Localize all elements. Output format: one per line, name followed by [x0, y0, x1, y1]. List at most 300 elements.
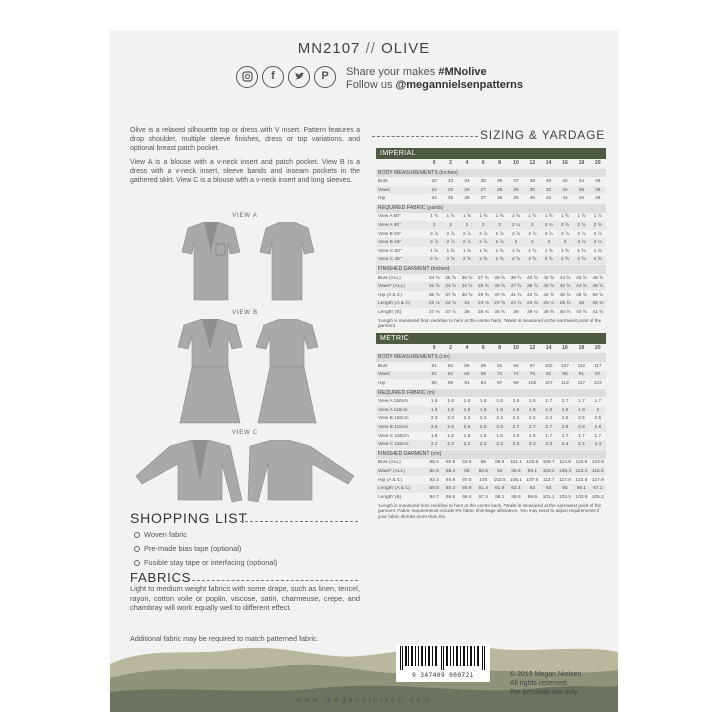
table-cell: 2 — [432, 222, 436, 228]
table-cell: 1 ⅝ — [479, 248, 488, 254]
table-cell: 38 ⅝ — [494, 275, 505, 281]
facebook-icon[interactable]: f — [262, 66, 284, 88]
table-cell: 1.7 — [545, 399, 553, 405]
table-cell: 38 — [464, 309, 470, 315]
table-cell: 2 ⅞ — [495, 240, 504, 246]
table-cell: 2.8 — [561, 425, 569, 431]
table-cell: 95.6 — [445, 494, 456, 500]
table-cell: 29 — [513, 187, 519, 193]
table-cell: 37 ⅞ — [445, 309, 456, 315]
table-cell: 24 ⅞ — [510, 301, 522, 307]
table-cell: 97.3 — [478, 494, 488, 500]
table-cell: 1.7 — [594, 399, 602, 405]
table-cell: 46 — [595, 178, 601, 184]
table-cell: 94 — [480, 381, 486, 387]
row-label: Waist* (ALL) — [378, 284, 405, 290]
table-cell: 99 — [513, 381, 519, 387]
size-header: 20 — [594, 345, 601, 352]
checkbox-icon — [134, 532, 140, 538]
fabrics-divider — [192, 580, 358, 581]
table-cell: 2.5 — [594, 416, 602, 422]
table-cell: 36 — [578, 187, 585, 193]
row-label: Hip — [378, 381, 386, 387]
size-header: 2 — [449, 160, 452, 167]
table-cell: 44 — [578, 178, 585, 184]
table-cell: 1.6 — [512, 399, 520, 405]
table-cell: 1 ⅝ — [528, 248, 537, 254]
size-header: 12 — [529, 345, 536, 352]
pattern-envelope-back — [110, 30, 618, 712]
table-cell: 105.2 — [591, 494, 604, 500]
table-cell: 1.9 — [561, 407, 569, 413]
table-cell: 2 ⅞ — [577, 231, 586, 237]
table-cell: 2 ⅞ — [511, 231, 520, 237]
table-cell: 38 ⅝ — [527, 284, 538, 290]
imperial-fabric-heading: REQUIRED FABRIC (yards) — [376, 204, 606, 213]
intro-paragraph-2: View A is a blouse with a v-neck insert and patch pocket. View B is a dress with a v-neck insert, sleeve bands and inseam pockets in the gathered skirt. View C is a blouse with a v-neck insert and long sleeves. — [130, 158, 360, 185]
row-label: View C 45" — [378, 257, 402, 263]
row-label: Length' (A & C) — [378, 301, 411, 307]
table-cell: 1 ⅝ — [511, 248, 520, 254]
instagram-icon[interactable] — [236, 66, 258, 88]
imperial-fabric-row — [376, 213, 606, 222]
table-cell: 127.9 — [591, 477, 604, 483]
imperial-finished-row — [376, 308, 606, 317]
size-header: 18 — [578, 345, 585, 352]
table-cell: 112 — [577, 363, 586, 369]
table-cell: 2.6 — [496, 425, 503, 431]
table-cell: 113.4 — [575, 468, 588, 474]
table-cell: 122.9 — [575, 477, 588, 483]
table-cell: 3 ⅛ — [593, 240, 602, 246]
table-cell: 46 ⅝ — [576, 275, 587, 281]
table-cell: 1.6 — [529, 399, 536, 405]
copyright-line-2: All rights reserved. — [510, 680, 568, 687]
table-cell: 92.4 — [429, 477, 439, 483]
table-cell: 2 — [449, 222, 452, 228]
table-cell: 40 ⅝ — [527, 275, 538, 281]
pattern-code: MN2107 — [297, 40, 361, 57]
table-cell: 24 ⅝ — [494, 301, 505, 307]
table-cell: 2.6 — [430, 425, 438, 431]
table-cell: 3 ⅛ — [577, 240, 586, 246]
table-cell: 2.4 — [512, 416, 520, 422]
table-cell: 34 ⅝ — [428, 275, 440, 281]
table-cell: 2 ⅞ — [593, 231, 602, 237]
table-cell: 1 ⅝ — [446, 214, 455, 220]
row-label: View A 45" — [378, 222, 401, 228]
table-cell: 2.2 — [463, 442, 471, 448]
table-cell: 37 ⅝ — [477, 275, 489, 281]
table-cell: 2.4 — [529, 416, 536, 422]
table-cell: 40 — [546, 178, 552, 184]
row-label: View A 150cm — [378, 399, 409, 405]
table-cell: 1.6 — [512, 433, 520, 439]
table-cell: 98.5 — [494, 460, 505, 466]
table-cell: 67.1 — [593, 486, 603, 492]
table-cell: 1 ⅝ — [430, 248, 439, 254]
table-cell: 103.2 — [542, 468, 555, 474]
table-cell: 2.5 — [578, 416, 585, 422]
table-cell: 2.4 — [594, 442, 602, 448]
imperial-band: IMPERIAL — [376, 148, 606, 159]
table-cell: 108.7 — [542, 460, 555, 466]
table-cell: 2 ⅝ — [462, 257, 471, 263]
table-cell: 97 — [529, 363, 535, 369]
table-cell: 1.6 — [479, 433, 487, 439]
row-label: Waist* (ALL) — [378, 468, 405, 474]
shopping-item-1: Woven fabric — [134, 530, 187, 539]
table-cell: 36 — [464, 196, 470, 202]
table-cell: 28 — [496, 187, 503, 193]
table-cell: 91 — [578, 372, 585, 378]
size-header: 10 — [513, 160, 519, 167]
table-cell: 34 — [464, 178, 470, 184]
table-cell: 1.6 — [496, 399, 503, 405]
table-cell: 2 ⅞ — [479, 240, 488, 246]
metric-finished-row — [376, 476, 606, 485]
metric-finished-heading: FINISHED GARMENT (cm) — [376, 450, 606, 459]
table-cell: 117 — [593, 363, 602, 369]
table-cell: 36 — [496, 178, 503, 184]
table-cell: 1 ⅝ — [495, 248, 504, 254]
checkbox-icon — [134, 546, 140, 552]
table-cell: 86 — [562, 372, 568, 378]
metric-fabric-row — [376, 406, 606, 415]
table-cell: 2.4 — [578, 442, 585, 448]
table-cell: 122 — [593, 381, 602, 387]
size-header: 12 — [529, 160, 536, 167]
imperial-finished-row — [376, 291, 606, 300]
table-cell: 1.9 — [545, 407, 553, 413]
copyright — [510, 670, 610, 697]
table-cell: 100 — [479, 477, 488, 483]
row-label: View B 115cm — [378, 425, 409, 431]
size-header: 4 — [465, 160, 469, 167]
size-header: 8 — [498, 160, 502, 167]
row-label: Length' (B) — [378, 494, 402, 500]
table-cell: 25 ⅛ — [543, 301, 555, 307]
table-cell: 61.4 — [478, 486, 488, 492]
table-cell: 1.6 — [479, 399, 487, 405]
table-cell: 37 — [513, 178, 519, 184]
table-cell: 113.8 — [559, 460, 571, 466]
table-cell: 61.9 — [494, 486, 505, 492]
footer-url[interactable]: www.megannielsen.com — [295, 695, 433, 704]
imperial-finished-row — [376, 274, 606, 283]
table-cell: 2.9 — [578, 425, 585, 431]
table-cell: 1.8 — [479, 407, 487, 413]
table-cell: 90.5 — [478, 468, 488, 474]
table-cell: 38 — [496, 196, 503, 202]
metric-body-row — [376, 371, 606, 380]
table-cell: 94.7 — [429, 494, 439, 500]
metric-sizes-row — [376, 344, 606, 353]
social-block — [236, 66, 618, 96]
table-cell: 1.6 — [447, 433, 454, 439]
table-cell: 40 ⅝ — [543, 284, 555, 290]
row-label: View C 60" — [378, 248, 402, 254]
imperial-fabric-row — [376, 247, 606, 256]
row-label: Bust — [378, 178, 388, 184]
table-cell: 1.8 — [496, 407, 503, 413]
twitter-icon[interactable] — [288, 66, 310, 88]
size-header: 14 — [545, 345, 552, 352]
table-cell: 42 ⅝ — [559, 284, 571, 290]
table-cell: 2.7 — [545, 425, 553, 431]
table-cell: 42 ⅝ — [527, 292, 538, 298]
table-cell: 38 — [529, 178, 535, 184]
table-cell: 88 — [464, 468, 470, 474]
table-cell: 1.6 — [463, 433, 471, 439]
table-cell: 1.7 — [561, 399, 569, 405]
row-label: View A 60" — [378, 214, 401, 220]
table-cell: 2 ⅝ — [511, 257, 520, 263]
imperial-sizes-row — [376, 159, 606, 168]
table-cell: 1 ⅝ — [544, 214, 553, 220]
table-cell: 81 — [546, 372, 552, 378]
row-label: Hip — [378, 196, 386, 202]
copyright-line-3: For personal use only. — [510, 689, 579, 696]
view-c-label: VIEW C — [231, 430, 259, 436]
imperial-body-row — [376, 194, 606, 203]
size-header: 10 — [513, 345, 519, 352]
table-cell: 123.9 — [591, 460, 604, 466]
table-cell: 2.2 — [447, 442, 454, 448]
table-cell: 98.1 — [494, 494, 505, 500]
table-cell: 66 — [464, 372, 470, 378]
table-cell: 98.1 — [527, 468, 537, 474]
fabrics-heading: FABRICS — [130, 570, 192, 585]
table-cell: 26 ⅜ — [592, 301, 604, 307]
row-label: Bust (ALL) — [378, 460, 401, 466]
imperial-finished-row — [376, 282, 606, 291]
table-cell: 2 ⅞ — [544, 231, 553, 237]
table-cell: 2 ⅝ — [561, 222, 570, 228]
imperial-finished-row — [376, 300, 606, 309]
table-cell: 1.7 — [594, 433, 602, 439]
size-header: 0 — [432, 345, 436, 352]
share-prefix: Share your makes — [346, 66, 439, 78]
table-cell: 3 — [531, 240, 534, 246]
table-cell: 2 ⅝ — [479, 257, 488, 263]
row-label: View C 150cm — [378, 433, 409, 439]
table-cell: 2 — [498, 222, 501, 228]
table-cell: 35 — [447, 196, 454, 202]
table-cell: 1.6 — [496, 433, 503, 439]
table-cell: 2.6 — [479, 425, 487, 431]
table-cell: 2 ⅞ — [495, 231, 504, 237]
table-cell: 3 — [547, 240, 551, 246]
table-cell: 32 — [546, 187, 552, 193]
table-cell: 2 ⅝ — [593, 257, 602, 263]
table-cell: 107 — [544, 381, 553, 387]
barcode-number: 9 347409 000721 — [412, 672, 474, 679]
table-cell: 2.3 — [545, 442, 553, 448]
table-cell: 44 ⅝ — [559, 275, 571, 281]
table-cell: 2.9 — [594, 425, 602, 431]
table-cell: 2 ⅞ — [462, 240, 471, 246]
table-cell: 103.6 — [526, 460, 539, 466]
pattern-title — [110, 40, 618, 57]
table-cell: 86 — [431, 381, 437, 387]
table-cell: 2 ⅝ — [577, 222, 586, 228]
table-cell: 2 ⅞ — [528, 231, 537, 237]
table-cell: 46 — [578, 196, 585, 202]
table-cell: 2.4 — [496, 416, 503, 422]
table-cell: 42 ⅝ — [543, 275, 555, 281]
social-text — [346, 66, 523, 92]
table-cell: 23 ⅝ — [445, 301, 456, 307]
table-cell: 50 ⅝ — [592, 292, 604, 298]
table-cell: 41 ⅝ — [592, 309, 604, 315]
table-cell: 1.8 — [447, 407, 454, 413]
follow-handle[interactable]: @megannielsenpatterns — [395, 79, 524, 91]
table-cell: 48 — [595, 196, 601, 202]
table-cell: 98.9 — [511, 494, 521, 500]
table-cell: 61 — [431, 372, 437, 378]
table-cell: 94.9 — [445, 477, 456, 483]
table-cell: 25 — [447, 187, 454, 193]
size-header: 6 — [481, 160, 485, 167]
table-cell: 33 — [447, 178, 454, 184]
table-cell: 30 — [529, 187, 535, 193]
row-label: View B 60" — [378, 231, 402, 237]
table-cell: 102 — [528, 381, 537, 387]
table-cell: 41 ⅝ — [510, 292, 522, 298]
table-cell: 101.1 — [542, 494, 555, 500]
pattern-name: OLIVE — [381, 40, 431, 57]
size-header: 18 — [578, 160, 585, 167]
table-cell: 1 ⅝ — [544, 248, 553, 254]
table-cell: 24 — [431, 187, 437, 193]
shopping-list-heading: SHOPPING LIST — [130, 510, 248, 526]
metric-finished-row — [376, 467, 606, 476]
table-cell: 66.1 — [576, 486, 587, 492]
table-cell: 2 ¼ — [511, 222, 520, 228]
table-cell: 2.3 — [479, 416, 487, 422]
copyright-line-1: © 2019 Megan Nielsen — [510, 671, 582, 678]
table-cell: 102.5 — [559, 494, 572, 500]
table-cell: 93.5 — [462, 460, 472, 466]
table-cell: 44 — [562, 196, 568, 202]
table-cell: 86 — [464, 363, 470, 369]
table-cell: 40 ⅝ — [559, 309, 571, 315]
table-cell: 35 ⅝ — [477, 284, 489, 290]
table-cell: 2 ⅞ — [479, 231, 488, 237]
table-cell: 44 ⅝ — [576, 284, 587, 290]
checkbox-icon — [134, 560, 140, 566]
metric-finished-row — [376, 459, 606, 468]
table-cell: 2.3 — [430, 416, 438, 422]
table-cell: 38 — [595, 187, 601, 193]
table-cell: 89 — [447, 381, 454, 387]
table-cell: 94 — [513, 363, 519, 369]
table-cell: 1.8 — [463, 407, 471, 413]
shopping-divider — [240, 521, 358, 522]
table-cell: 1 ⅝ — [446, 248, 455, 254]
table-cell: 118.4 — [591, 468, 604, 474]
table-cell: 2.7 — [512, 425, 520, 431]
table-cell: 95.6 — [511, 468, 521, 474]
metric-finished-row — [376, 484, 606, 493]
table-cell: 64 — [447, 372, 454, 378]
row-label: Hip (A & C) — [378, 477, 402, 483]
table-cell: 39 ⅝ — [543, 309, 555, 315]
table-cell: 3 — [563, 240, 567, 246]
imperial-note: 'Length is measured from neckline to hem at the centre back. *Waist is measured at the narrowest point of the garment. — [378, 317, 602, 329]
table-cell: 2.6 — [447, 425, 454, 431]
row-label: Length' (A & C) — [378, 486, 411, 492]
metric-body-heading: BODY MEASUREMENTS (cm) — [376, 353, 606, 362]
table-cell: 81 — [431, 363, 437, 369]
intro-paragraph-1: Olive is a relaxed silhouette top or dress with V insert. Pattern features a drop shoulder, multiple sleeve finishes, dress or top variations, and optional breast patch pocket. — [130, 127, 360, 153]
metric-fabric-heading: REQUIRED FABRIC (m) — [376, 389, 606, 398]
follow-prefix: Follow us — [346, 79, 396, 91]
table-cell: 117 — [577, 381, 586, 387]
metric-fabric-row — [376, 397, 606, 406]
table-cell: 2 ⅝ — [495, 257, 504, 263]
table-cell: 26 — [464, 187, 470, 193]
table-cell: 1 ⅝ — [528, 214, 537, 220]
table-cell: 85.4 — [445, 468, 456, 474]
table-cell: 107 — [561, 363, 570, 369]
table-cell: 2 — [481, 222, 485, 228]
table-cell: 2 ⅞ — [430, 240, 439, 246]
table-cell: 25 ⅝ — [559, 301, 571, 307]
table-cell: 42 — [562, 178, 568, 184]
table-cell: 102 — [544, 363, 553, 369]
table-cell: 1 ⅝ — [430, 214, 439, 220]
table-cell: 88.4 — [429, 460, 439, 466]
table-cell: 2.2 — [430, 442, 438, 448]
table-cell: 96 — [480, 460, 486, 466]
table-cell: 2.3 — [463, 416, 471, 422]
table-cell: 27 — [480, 187, 486, 193]
table-cell: 105.1 — [509, 477, 522, 483]
table-cell: 60.9 — [462, 486, 472, 492]
table-cell: 23 ⅛ — [428, 301, 440, 307]
shopping-item-2: Pre-made bias tape (optional) — [134, 544, 241, 553]
table-cell: 102.5 — [493, 477, 506, 483]
table-cell: 33 ⅝ — [445, 284, 456, 290]
metric-finished-row — [376, 493, 606, 502]
row-label: Length' (B) — [378, 309, 402, 315]
share-hashtag[interactable]: #MNolive — [438, 66, 487, 78]
table-cell: 1.6 — [430, 399, 438, 405]
table-cell: 90.9 — [445, 460, 456, 466]
imperial-finished-heading: FINISHED GARMENT (inches) — [376, 265, 606, 274]
table-cell: 26 — [578, 301, 585, 307]
size-header: 16 — [562, 160, 568, 167]
pinterest-icon[interactable]: P — [314, 66, 336, 88]
size-header: 14 — [545, 160, 552, 167]
size-header: 4 — [465, 345, 469, 352]
table-cell: 2.2 — [496, 442, 503, 448]
barcode-bars — [396, 644, 490, 672]
table-cell: 39 ⅝ — [477, 292, 489, 298]
table-cell: 59.8 — [429, 486, 439, 492]
table-cell: 39 ⅛ — [527, 309, 538, 315]
table-cell: 1.6 — [430, 433, 438, 439]
table-cell: 40 ⅝ — [576, 309, 587, 315]
table-cell: 2.3 — [447, 416, 454, 422]
table-cell: 2.7 — [529, 425, 536, 431]
table-cell: 107.6 — [526, 477, 539, 483]
table-cell: 1 ⅞ — [593, 214, 602, 220]
table-cell: 34 — [562, 187, 568, 193]
table-cell: 84 — [447, 363, 454, 369]
